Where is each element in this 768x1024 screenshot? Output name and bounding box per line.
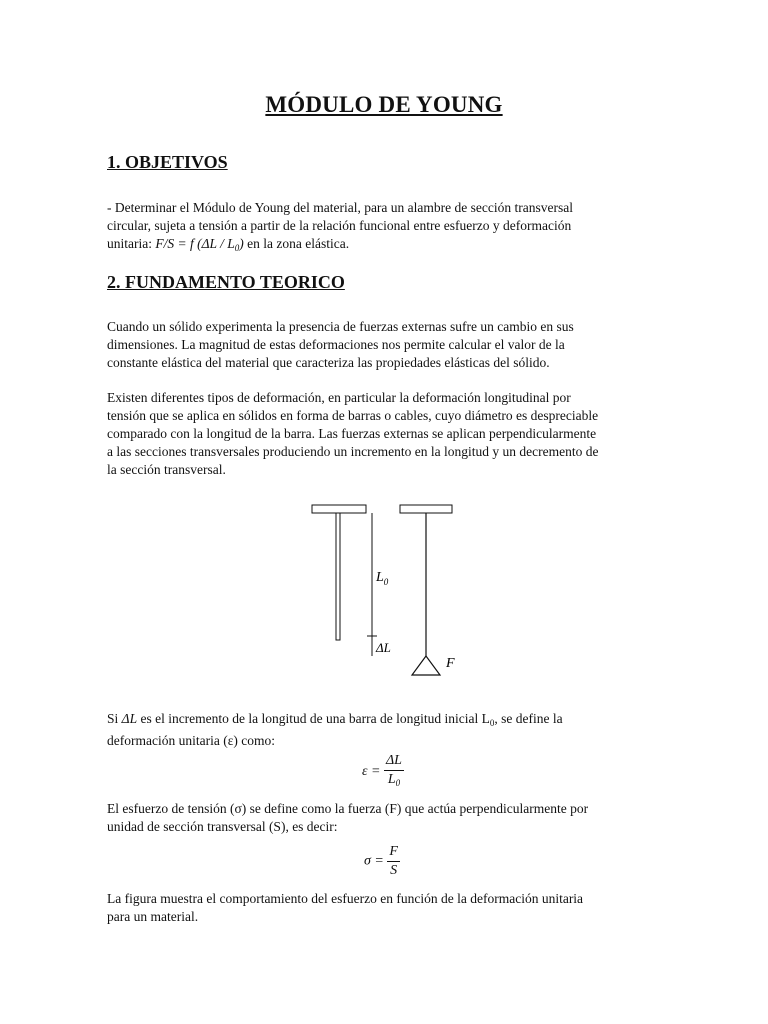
strain-equation: [362, 752, 404, 792]
paragraph-line: Existen diferentes tipos de deformación, en particular la deformación longitudinal por: [107, 390, 571, 405]
right-support: [400, 505, 452, 513]
left-support: [312, 505, 366, 513]
paragraph-line: Cuando un sólido experimenta la presencia de fuerzas externas sufre un cambio en sus: [107, 319, 574, 334]
equation-fraction: [384, 752, 404, 792]
section-heading-fundamento: 2. FUNDAMENTO TEORICO: [107, 272, 345, 292]
weight-triangle: [412, 656, 440, 675]
objetivos-line-2: circular, sujeta a tensión a partir de la relación funcional entre esfuerzo y deformación: [107, 218, 572, 233]
label-force: F: [446, 656, 455, 671]
fraction-numerator: F: [387, 843, 400, 862]
paragraph-line: para un material.: [107, 909, 199, 924]
label-l0: $L_0$: [376, 570, 389, 587]
section-heading-objetivos: 1. OBJETIVOS: [107, 152, 228, 172]
fundamento-paragraph-1: [107, 318, 663, 372]
strain-definition-paragraph: [107, 710, 663, 750]
stress-equation: [364, 843, 400, 880]
objetivos-paragraph: [107, 199, 663, 257]
paragraph-line: constante elástica del material que caracteriza las propiedades elásticas del sólido.: [107, 355, 550, 370]
paragraph-line: El esfuerzo de tensión (σ) se define como la fuerza (F) que actúa perpendicularmente por: [107, 801, 589, 816]
equation-lhs: ε =: [362, 764, 381, 779]
equation-fraction: [387, 843, 400, 880]
paragraph-line: unidad de sección transversal (S), es decir:: [107, 819, 338, 834]
paragraph-line: dimensiones. La magnitud de estas deformaciones nos permite calcular el valor de la: [107, 337, 565, 352]
fraction-denominator: $L_0$: [387, 772, 401, 788]
fraction-denominator: S: [390, 863, 398, 878]
paragraph-line: tensión que se aplica en sólidos en forma de barras o cables, cuyo diámetro es despreciable: [107, 408, 599, 423]
left-rod: [336, 513, 340, 640]
objetivos-line-3: unitaria: F/S = f $(\Delta L / L_0)$ en la zona elástica.: [107, 236, 350, 253]
equation-lhs: σ =: [364, 853, 384, 869]
page-title: MÓDULO DE YOUNG: [265, 92, 503, 117]
paragraph-line: Si ΔL es el incremento de la longitud de una barra de longitud inicial $L_0$, se define la: [107, 711, 563, 728]
paragraph-line: la sección transversal.: [107, 462, 226, 477]
objetivos-line-1: - Determinar el Módulo de Young del material, para un alambre de sección transversal: [107, 200, 573, 215]
paragraph-line: La figura muestra el comportamiento del esfuerzo en función de la deformación unitaria: [107, 891, 584, 906]
paragraph-line: deformación unitaria (ε) como:: [107, 733, 275, 748]
fraction-numerator: ΔL: [384, 752, 404, 771]
paragraph-line: comparado con la longitud de la barra. Las fuerzas externas se aplican perpendicularmente: [107, 426, 597, 441]
label-delta-l: ΔL: [376, 640, 391, 655]
paragraph-line: a las secciones transversales produciendo un incremento en la longitud y un decremento de: [107, 444, 599, 459]
young-modulus-figure: [300, 498, 480, 688]
fundamento-paragraph-2: [107, 389, 663, 479]
stress-definition-paragraph: [107, 800, 663, 836]
figure-intro-paragraph: [107, 890, 663, 926]
